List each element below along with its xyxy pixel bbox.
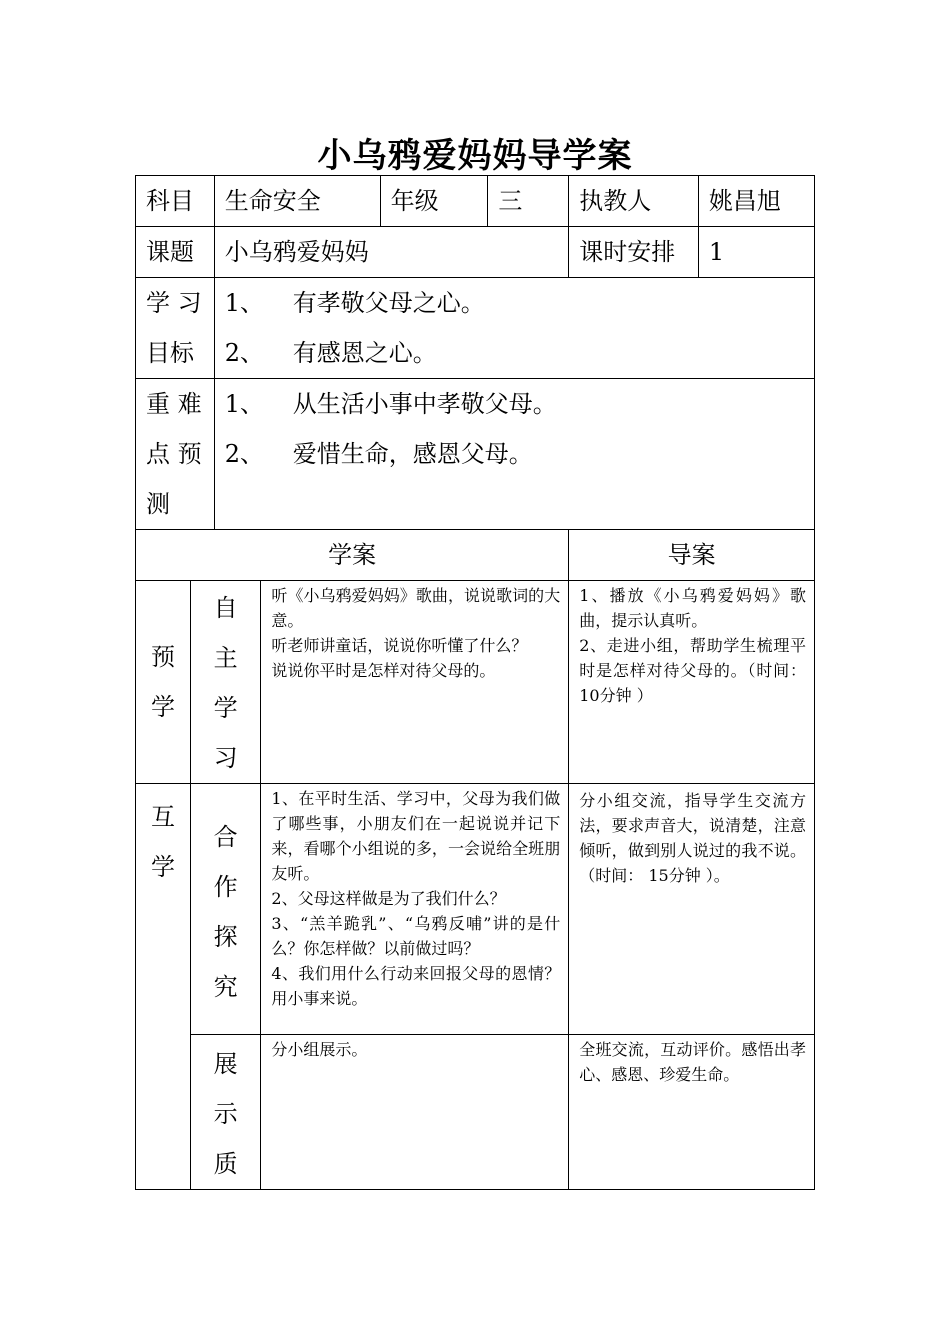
info-row-topic xyxy=(136,227,815,278)
part-char: 示 xyxy=(213,1100,238,1128)
goal-text: 有孝敬父母之心。 xyxy=(292,289,485,317)
subject-label: 科目 xyxy=(136,176,215,227)
page-title: 小乌鸦爱妈妈导学案 xyxy=(317,136,633,176)
subject-value: 生命安全 xyxy=(214,176,380,227)
part-char: 作 xyxy=(213,873,238,901)
inquiry-part-label xyxy=(190,784,260,1035)
mutual-row-inquiry xyxy=(136,784,815,1035)
xuean-line: 听《小乌鸦爱妈妈》歌曲，说说歌词的大意。 xyxy=(271,586,561,630)
daoan-header: 导案 xyxy=(569,530,815,581)
section-header-row xyxy=(136,530,815,581)
difficulties-row xyxy=(136,379,815,530)
period-label: 课时安排 xyxy=(569,227,699,278)
difficulties-label-line: 点 预 xyxy=(146,440,202,468)
stage-char: 预 xyxy=(150,643,175,671)
goal-text: 有感恩之心。 xyxy=(292,339,437,367)
daoan-line: 1、播放《小乌鸦爱妈妈》歌曲，提示认真听。 xyxy=(579,586,806,630)
display-part-label xyxy=(190,1035,260,1190)
difficulty-number: 2、 xyxy=(224,440,265,468)
preview-part-label xyxy=(190,581,260,784)
part-char: 究 xyxy=(213,973,238,1001)
inquiry-xuean-content xyxy=(261,784,569,1035)
xuean-line: 听老师讲童话，说说你听懂了什么？ xyxy=(271,636,528,655)
difficulties-label xyxy=(136,379,215,530)
goal-number: 1、 xyxy=(224,289,265,317)
goal-number: 2、 xyxy=(224,339,265,367)
difficulties-label-line: 重 难 xyxy=(146,390,202,418)
mutual-row-display xyxy=(136,1035,815,1190)
xuean-line: 1、在平时生活、学习中，父母为我们做了哪些事，小朋友们在一起说说并记下来，看哪个小组说的多，一会说给全班朋友听。 xyxy=(271,789,561,883)
period-value: 1 xyxy=(698,227,814,278)
difficulty-text: 从生活小事中孝敬父母。 xyxy=(292,390,557,418)
part-char: 质 xyxy=(213,1150,238,1178)
inquiry-daoan-content: 分小组交流，指导学生交流方法，要求声音大，说清楚，注意倾听，做到别人说过的我不说。（时间： 15分钟 ）。 xyxy=(569,784,815,1035)
grade-value: 三 xyxy=(488,176,569,227)
topic-value: 小乌鸦爱妈妈 xyxy=(214,227,568,278)
preview-xuean-content xyxy=(261,581,569,784)
display-daoan-content: 全班交流，互动评价。感悟出孝心、感恩、珍爱生命。 xyxy=(569,1035,815,1190)
goals-label xyxy=(136,278,215,379)
preview-row xyxy=(136,581,815,784)
goals-label-line: 学 习 xyxy=(146,289,202,317)
stage-char: 学 xyxy=(150,853,175,881)
part-char: 展 xyxy=(213,1050,238,1078)
part-char: 自 xyxy=(213,594,238,622)
xuean-line: 3、“羔羊跪乳”、“乌鸦反哺”讲的是什么？你怎样做？以前做过吗？ xyxy=(271,914,561,958)
difficulties-label-line: 测 xyxy=(146,490,170,518)
part-char: 学 xyxy=(213,694,238,722)
stage-char: 互 xyxy=(150,803,175,831)
display-xuean-content: 分小组展示。 xyxy=(261,1035,569,1190)
lesson-plan-table xyxy=(135,175,815,1190)
xuean-line: 4、我们用什么行动来回报父母的恩情？用小事来说。 xyxy=(271,964,561,1008)
difficulty-item xyxy=(225,379,814,429)
difficulty-number: 1、 xyxy=(224,390,265,418)
grade-label: 年级 xyxy=(380,176,488,227)
difficulty-text: 爱惜生命，感恩父母。 xyxy=(292,440,533,468)
teacher-value: 姚昌旭 xyxy=(698,176,814,227)
xuean-line: 2、父母这样做是为了我们什么？ xyxy=(271,889,506,908)
mutual-stage-label xyxy=(136,784,191,1190)
stage-char: 学 xyxy=(150,693,175,721)
difficulties-content xyxy=(214,379,814,530)
part-char: 探 xyxy=(213,923,238,951)
goal-item xyxy=(225,278,814,328)
part-char: 主 xyxy=(213,644,238,672)
goals-content xyxy=(214,278,814,379)
goal-item xyxy=(225,328,814,378)
daoan-line: 2、走进小组，帮助学生梳理平时是怎样对待父母的。（时间： 10分钟 ） xyxy=(579,636,806,705)
topic-label: 课题 xyxy=(136,227,215,278)
info-row-subject xyxy=(136,176,815,227)
xuean-header: 学案 xyxy=(136,530,569,581)
part-char: 习 xyxy=(213,744,238,772)
preview-stage-label xyxy=(136,581,191,784)
preview-daoan-content xyxy=(569,581,815,784)
difficulty-item xyxy=(225,429,814,479)
part-char: 合 xyxy=(213,823,238,851)
goals-label-line: 目标 xyxy=(146,339,194,367)
teacher-label: 执教人 xyxy=(569,176,699,227)
goals-row xyxy=(136,278,815,379)
xuean-line: 说说你平时是怎样对待父母的。 xyxy=(271,661,496,680)
